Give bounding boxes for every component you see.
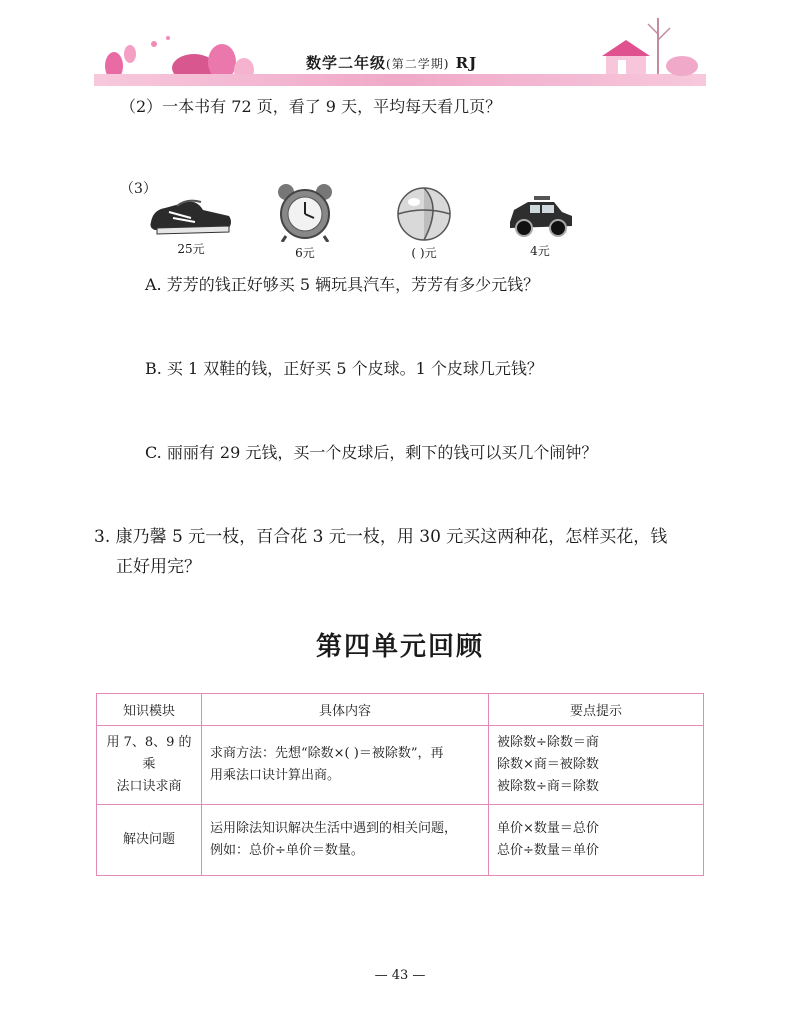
header-module: 知识模块 <box>97 694 202 726</box>
house-tree-decoration-icon <box>596 14 706 80</box>
review-table <box>96 693 704 876</box>
content-cell: 运用除法知识解决生活中遇到的相关问题， 例如：总价÷单价＝数量。 <box>202 805 489 876</box>
question-3-line2: 正好用完？ <box>116 557 201 577</box>
question-3c: C. 丽丽有 29 元钱，买一个皮球后，剩下的钱可以买几个闹钟？ <box>145 443 598 462</box>
price-beach-ball: ( )元 <box>411 246 437 260</box>
page-header <box>94 14 706 88</box>
toy-car-icon <box>504 192 576 240</box>
tips-cell: 被除数÷除数＝商 除数×商＝被除数 被除数÷商＝除数 <box>489 726 704 805</box>
item-shoes <box>146 188 236 257</box>
price-shoes: 25元 <box>177 242 205 256</box>
item-beach-ball <box>388 186 460 261</box>
alarm-clock-icon <box>272 182 338 242</box>
section-title: 第四单元回顾 <box>315 632 484 662</box>
question-3a: A. 芳芳的钱正好够买 5 辆玩具汽车，芳芳有多少元钱？ <box>145 275 540 294</box>
module-cell: 用 7、8、9 的乘 法口诀求商 <box>97 726 202 805</box>
table-header-row <box>97 694 704 726</box>
header-content: 具体内容 <box>202 694 489 726</box>
item-alarm-clock <box>270 182 340 261</box>
question-3b: B. 买 1 双鞋的钱，正好买 5 个皮球。1 个皮球几元钱？ <box>145 359 543 378</box>
tips-cell: 单价×数量＝总价 总价÷数量＝单价 <box>489 805 704 876</box>
table-row <box>97 726 704 805</box>
module-cell: 解决问题 <box>97 805 202 876</box>
question-2: （2）一本书有 72 页，看了 9 天，平均每天看几页？ <box>120 97 502 116</box>
item-toy-car <box>500 192 580 259</box>
content-cell: 求商方法：先想“除数×( )＝被除数”，再 用乘法口诀计算出商。 <box>202 726 489 805</box>
shoe-icon <box>147 188 235 238</box>
beach-ball-icon <box>396 186 452 242</box>
header-title: 数学二年级(第二学期) RJ <box>306 54 478 72</box>
question-3-line1: 3. 康乃馨 5 元一枝，百合花 3 元一枝，用 30 元买这两种花，怎样买花，钱 <box>94 527 668 547</box>
question-3-label: （3） <box>120 181 157 197</box>
header-tips: 要点提示 <box>489 694 704 726</box>
price-alarm-clock: 6元 <box>295 246 315 260</box>
price-toy-car: 4元 <box>530 244 550 258</box>
table-row <box>97 805 704 876</box>
page-number: — 43 — <box>374 968 426 983</box>
